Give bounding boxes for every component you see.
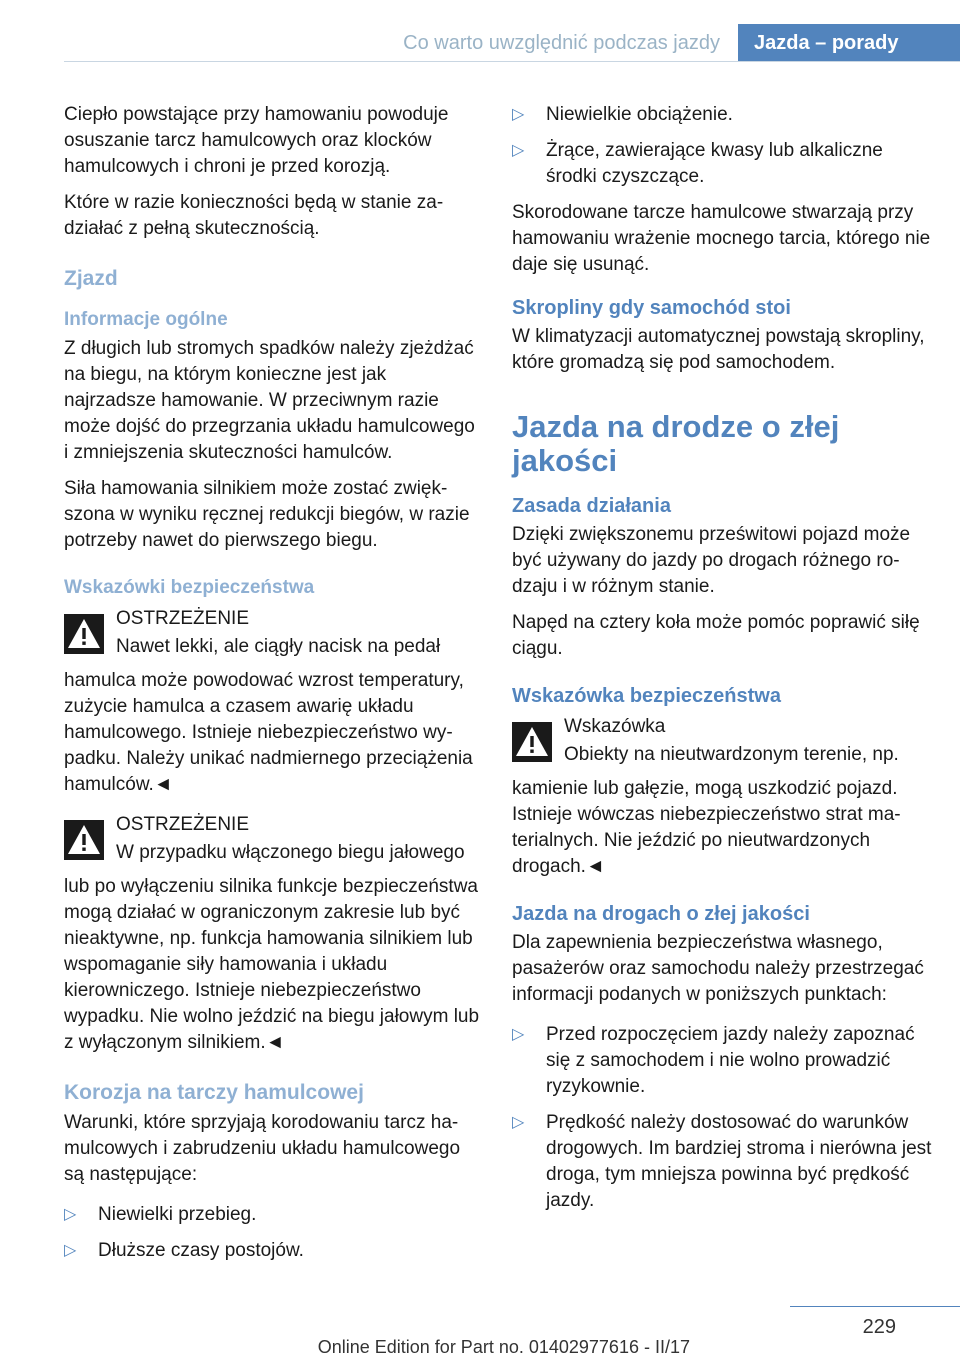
list-item: ▷ Żrące, zawierające kwasy lub alkaliczne środki czyszczące. xyxy=(512,140,883,187)
list-item: ▷ Prędkość należy dostosować do warunków drogowych. Im bardziej stroma i nierówna jest droga, tym mniejsza powinna być prędkość jazdy. xyxy=(512,1112,932,1211)
subheading-safety-note: Wskazówka bezpieczeństwa xyxy=(512,685,781,707)
warning-text-cont: hamulca może powodować wzrost temperatury, zużycie hamulca a czasem awarię układu hamulcowego. Istnieje niebezpieczeństwo wypadku. Należy unikać nadmiernego przeciążenia hamulców.◄ xyxy=(64,670,473,795)
warning-text: Nawet lekki, ale ciągły nacisk na pedał xyxy=(116,636,441,657)
bullet-triangle-icon: ▷ xyxy=(512,1026,525,1043)
list-item: ▷ Przed rozpoczęciem jazdy należy zapoznać się z samochodem i nie wolno prowadzić ryzykownie. xyxy=(512,1024,915,1097)
paragraph: Ciepło powstające przy hamowaniu powoduje osuszanie tarcz hamulcowych oraz klocków hamulcowych i chroni je przed korozją. xyxy=(64,104,449,177)
bullet-triangle-icon: ▷ xyxy=(512,106,525,123)
list-item: ▷ Niewielkie obciążenie. xyxy=(512,102,932,128)
warning-text-cont: lub po wyłączeniu silnika funkcje bezpieczeństwa mogą działać w ograniczonym zakresie lub być nieaktywne, np. funkcja hamowania silnikiem lub wspomaganie siły hamowania i układu kierowniczego. Istnieje niebezpieczeństwo wypadku. Nie wolno jeździć na biegu jałowym lub z wyłączonym silnikiem.◄ xyxy=(64,876,480,1053)
warning-box xyxy=(64,608,480,798)
section-heading-corrosion: Korozja na tarczy hamulcowej xyxy=(64,1081,364,1104)
warning-box xyxy=(64,814,480,1056)
right-column xyxy=(512,102,932,1224)
bullet-triangle-icon: ▷ xyxy=(512,142,525,159)
edition-note: Online Edition for Part no. 01402977616 - II/17 xyxy=(317,1337,690,1357)
warning-title: OSTRZEŻENIE xyxy=(116,608,250,629)
note-title: Wskazówka xyxy=(564,716,666,737)
paragraph: Skorodowane tarcze hamulcowe stwarzają przy hamowaniu wrażenie mocnego tarcia, którego nie daje się usunąć. xyxy=(512,202,931,275)
chapter-heading-rough-roads: Jazda na drodze o złej jakości xyxy=(512,409,840,478)
paragraph: Napęd na cztery koła może pomóc poprawić siłę ciągu. xyxy=(512,612,920,659)
warning-triangle-icon xyxy=(64,820,104,860)
page-number: 229 xyxy=(862,1316,896,1338)
note-text-cont: kamienie lub gałęzie, mogą uszkodzić pojazd. Istnieje wówczas niebezpieczeństwo strat materialnych. Nie jeździć po nieutwardzonych drogach.◄ xyxy=(512,778,901,877)
paragraph: Które w razie konieczności będą w stanie zadziałać z pełną skutecznością. xyxy=(64,192,444,239)
paragraph: W klimatyzacji automatycznej powstają skropliny, które gromadzą się pod samochodem. xyxy=(512,326,925,373)
left-column xyxy=(64,102,480,1274)
bullet-triangle-icon: ▷ xyxy=(64,1206,77,1223)
subheading-safety-notes: Wskazówki bezpieczeństwa xyxy=(64,577,315,598)
header-chapter-tab: Jazda – porady xyxy=(738,24,960,62)
subheading-rough-roads: Jazda na drogach o złej jakości xyxy=(512,903,810,925)
bullet-triangle-icon: ▷ xyxy=(512,1114,525,1131)
subheading-general-info: Informacje ogólne xyxy=(64,309,228,330)
footer-divider xyxy=(790,1306,960,1307)
paragraph: Warunki, które sprzyjają korodowaniu tarcz hamulcowych i zabrudzeniu układu hamulcowego są następujące: xyxy=(64,1112,461,1185)
warning-triangle-icon xyxy=(512,722,552,762)
header-section-title: Co warto uwzględnić podczas jazdy xyxy=(403,32,720,54)
warning-text: W przypadku włączonego biegu jałowego xyxy=(116,842,465,863)
bullet-triangle-icon: ▷ xyxy=(64,1242,77,1259)
note-box xyxy=(512,716,932,880)
header-divider xyxy=(64,61,960,62)
warning-triangle-icon xyxy=(64,614,104,654)
warning-title: OSTRZEŻENIE xyxy=(116,814,250,835)
paragraph: Dla zapewnienia bezpieczeństwa własnego, pasażerów oraz samochodu należy przestrzegać informacji podanych w poniższych punktach: xyxy=(512,932,924,1005)
paragraph: Z długich lub stromych spadków należy zjeżdżać na biegu, na którym konieczne jest jak najrzadsze hamowanie. W przeciwnym razie może dojść do przegrzania układu hamulcowego i zmniejszenia skuteczności hamulców. xyxy=(64,338,475,463)
subheading-principle: Zasada działania xyxy=(512,495,671,517)
paragraph: Dzięki zwiększonemu prześwitowi pojazd może być używany do jazdy po drogach różnego rodzaju i w różnym stanie. xyxy=(512,524,911,597)
section-heading-zjazd: Zjazd xyxy=(64,267,118,290)
list-item: ▷ Dłuższe czasy postojów. xyxy=(64,1238,480,1264)
list-item: ▷ Niewielki przebieg. xyxy=(64,1202,480,1228)
paragraph: Siła hamowania silnikiem może zostać zwiększona w wyniku ręcznej redukcji biegów, w razie potrzeby nawet do pierwszego biegu. xyxy=(64,478,470,551)
page-header xyxy=(0,24,960,62)
section-heading-condensate: Skropliny gdy samochód stoi xyxy=(512,297,791,319)
note-text: Obiekty na nieutwardzonym terenie, np. xyxy=(564,744,899,765)
